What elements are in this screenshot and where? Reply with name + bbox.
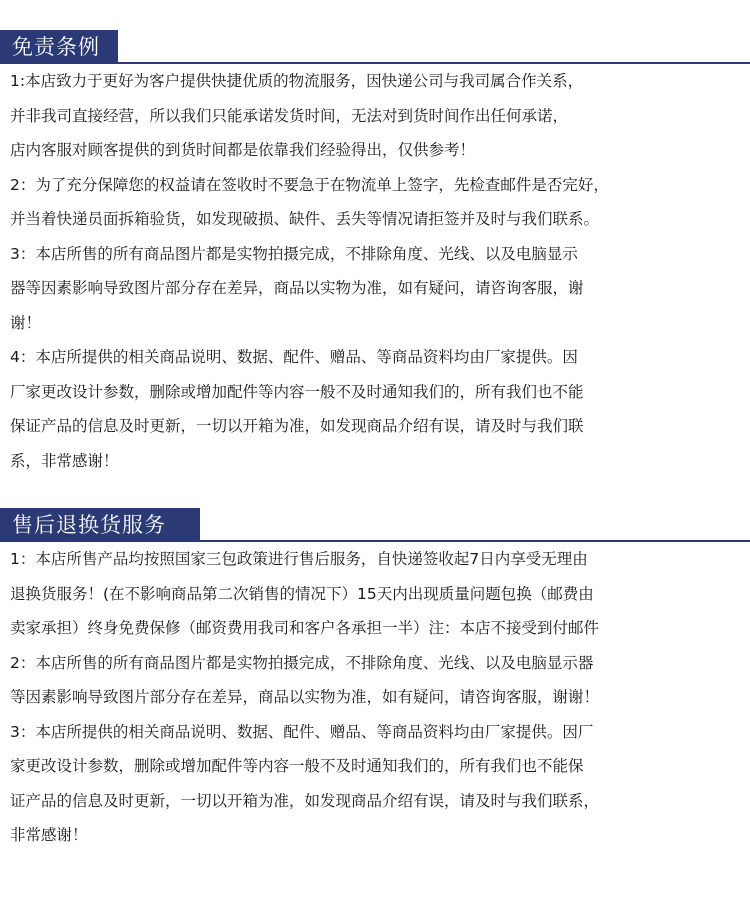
disclaimer-title: 免责条例 <box>12 35 100 59</box>
after-sales-line: 1：本店所售产品均按照国家三包政策进行售后服务，自快递签收起7日内享受无理由 <box>10 550 588 568</box>
disclaimer-line: 厂家更改设计参数，删除或增加配件等内容一般不及时通知我们的，所有我们也不能 <box>10 382 584 401</box>
after-sales-line: 3：本店所提供的相关商品说明、数据、配件、赠品、等商品资料均由厂家提供。因厂 <box>10 722 594 741</box>
after-sales-line: 证产品的信息及时更新，一切以开箱为准，如发现商品介绍有误，请及时与我们联系， <box>10 791 600 810</box>
disclaimer-line: 谢！ <box>10 313 42 332</box>
disclaimer-line: 并当着快递员面拆箱验货，如发现破损、缺件、丢失等情况请拒签并及时与我们联系。 <box>10 210 600 228</box>
disclaimer-body <box>10 64 748 478</box>
after-sales-line: 非常感谢！ <box>10 826 88 844</box>
after-sales-section <box>0 508 750 844</box>
after-sales-line: 家更改设计参数，删除或增加配件等内容一般不及时通知我们的，所有我们也不能保 <box>10 757 584 775</box>
disclaimer-section <box>0 30 750 470</box>
after-sales-line: 退换货服务！(在不影响商品第二次销售的情况下）15天内出现质量问题包换（邮费由 <box>10 584 594 603</box>
after-sales-line: 等因素影响导致图片部分存在差异，商品以实物为准，如有疑问，请咨询客服，谢谢！ <box>10 688 600 706</box>
after-sales-body <box>10 542 748 853</box>
disclaimer-line: 4：本店所提供的相关商品说明、数据、配件、赠品、等商品资料均由厂家提供。因 <box>10 348 578 366</box>
after-sales-line: 卖家承担）终身免费保修（邮资费用我司和客户各承担一半）注：本店不接受到付邮件 <box>10 619 600 637</box>
after-sales-line: 2：本店所售的所有商品图片都是实物拍摄完成，不排除角度、光线、以及电脑显示器 <box>10 653 594 672</box>
disclaimer-line: 并非我司直接经营，所以我们只能承诺发货时间，无法对到货时间作出任何承诺， <box>10 106 569 125</box>
disclaimer-line: 保证产品的信息及时更新，一切以开箱为准，如发现商品介绍有误，请及时与我们联 <box>10 417 584 435</box>
disclaimer-line: 1:本店致力于更好为客户提供快捷优质的物流服务，因快递公司与我司属合作关系， <box>10 72 584 90</box>
disclaimer-line: 店内客服对顾客提供的到货时间都是依靠我们经验得出，仅供参考！ <box>10 141 476 159</box>
disclaimer-header <box>0 30 750 64</box>
disclaimer-line: 系，非常感谢！ <box>10 451 119 470</box>
disclaimer-line: 器等因素影响导致图片部分存在差异，商品以实物为准，如有疑问，请咨询客服，谢 <box>10 279 584 297</box>
disclaimer-line: 3：本店所售的所有商品图片都是实物拍摄完成，不排除角度、光线、以及电脑显示 <box>10 244 578 263</box>
disclaimer-line: 2：为了充分保障您的权益请在签收时不要急于在物流单上签字，先检查邮件是否完好， <box>10 175 609 194</box>
after-sales-title: 售后退换货服务 <box>12 513 166 537</box>
after-sales-header <box>0 508 750 542</box>
